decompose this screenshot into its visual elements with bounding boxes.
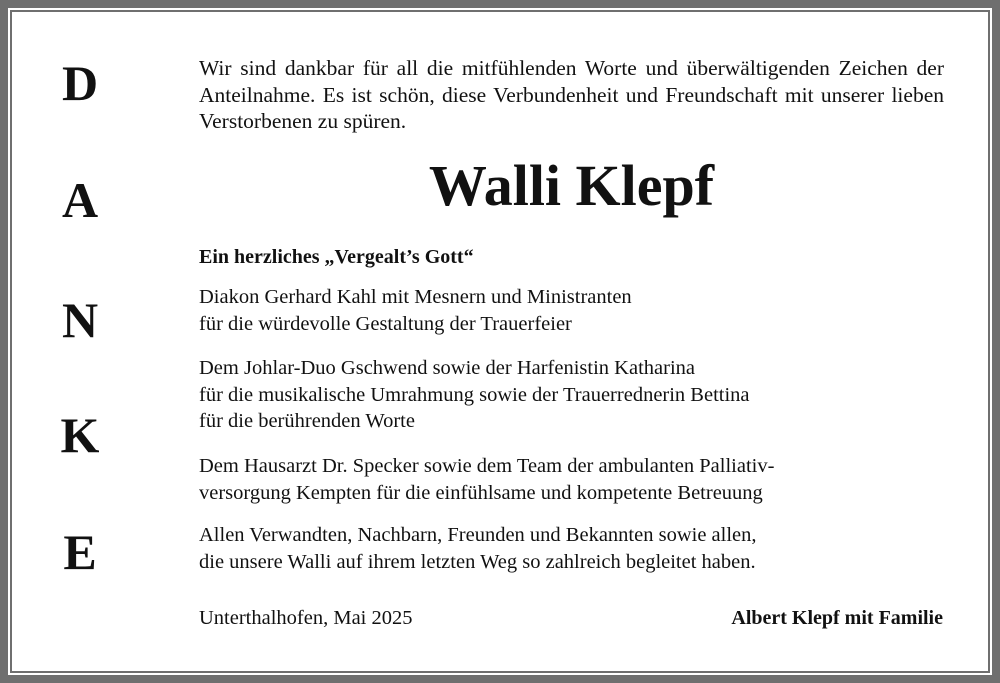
paragraph-line: Dem Hausarzt Dr. Specker sowie dem Team der ambulanten Palliativ- [199,455,775,477]
paragraph-line: für die berührenden Worte [199,410,415,432]
danke-letter-e: E [63,524,97,580]
paragraph-line: für die musikalische Umrahmung sowie der Trauerrednerin Bettina [199,383,750,406]
paragraph-line: für die würdevolle Gestaltung der Trauerfeier [199,312,572,335]
paragraph-line: versorgung Kempten für die einfühlsame und kompetente Betreuung [199,481,763,504]
danke-letter-d: D [61,55,99,111]
thanks-heading: Ein herzliches „Vergealt’s Gott“ [199,246,474,268]
paragraph-line: Dem Johlar-Duo Gschwend sowie der Harfenistin Katharina [199,357,695,379]
danke-letter-n: N [61,292,99,348]
danke-letter-a: A [61,172,99,228]
paragraph-line: Allen Verwandten, Nachbarn, Freunden und Bekannten sowie allen, [199,524,757,546]
paragraph-line: die unsere Walli auf ihrem letzten Weg so zahlreich begleitet haben. [199,550,756,573]
thanks-paragraph-clergy [199,284,944,337]
thanks-paragraph-relatives [199,522,944,575]
thanks-paragraph-care [199,453,944,506]
danke-letter-k: K [60,407,100,463]
signature: Albert Klepf mit Familie [731,607,943,629]
place-date: Unterthalhofen, Mai 2025 [199,607,413,629]
intro-text: Wir sind dankbar für all die mitfühlenden Worte und überwältigenden Zeichen der Anteilnahme. Es ist schön, diese Verbundenheit und Freundschaft mit unserer lieben Verstorbenen zu spüren. [199,56,944,133]
thanks-paragraph-music [199,355,944,435]
deceased-name: Walli Klepf [428,153,715,218]
paragraph-line: Diakon Gerhard Kahl mit Mesnern und Ministranten [199,286,632,308]
